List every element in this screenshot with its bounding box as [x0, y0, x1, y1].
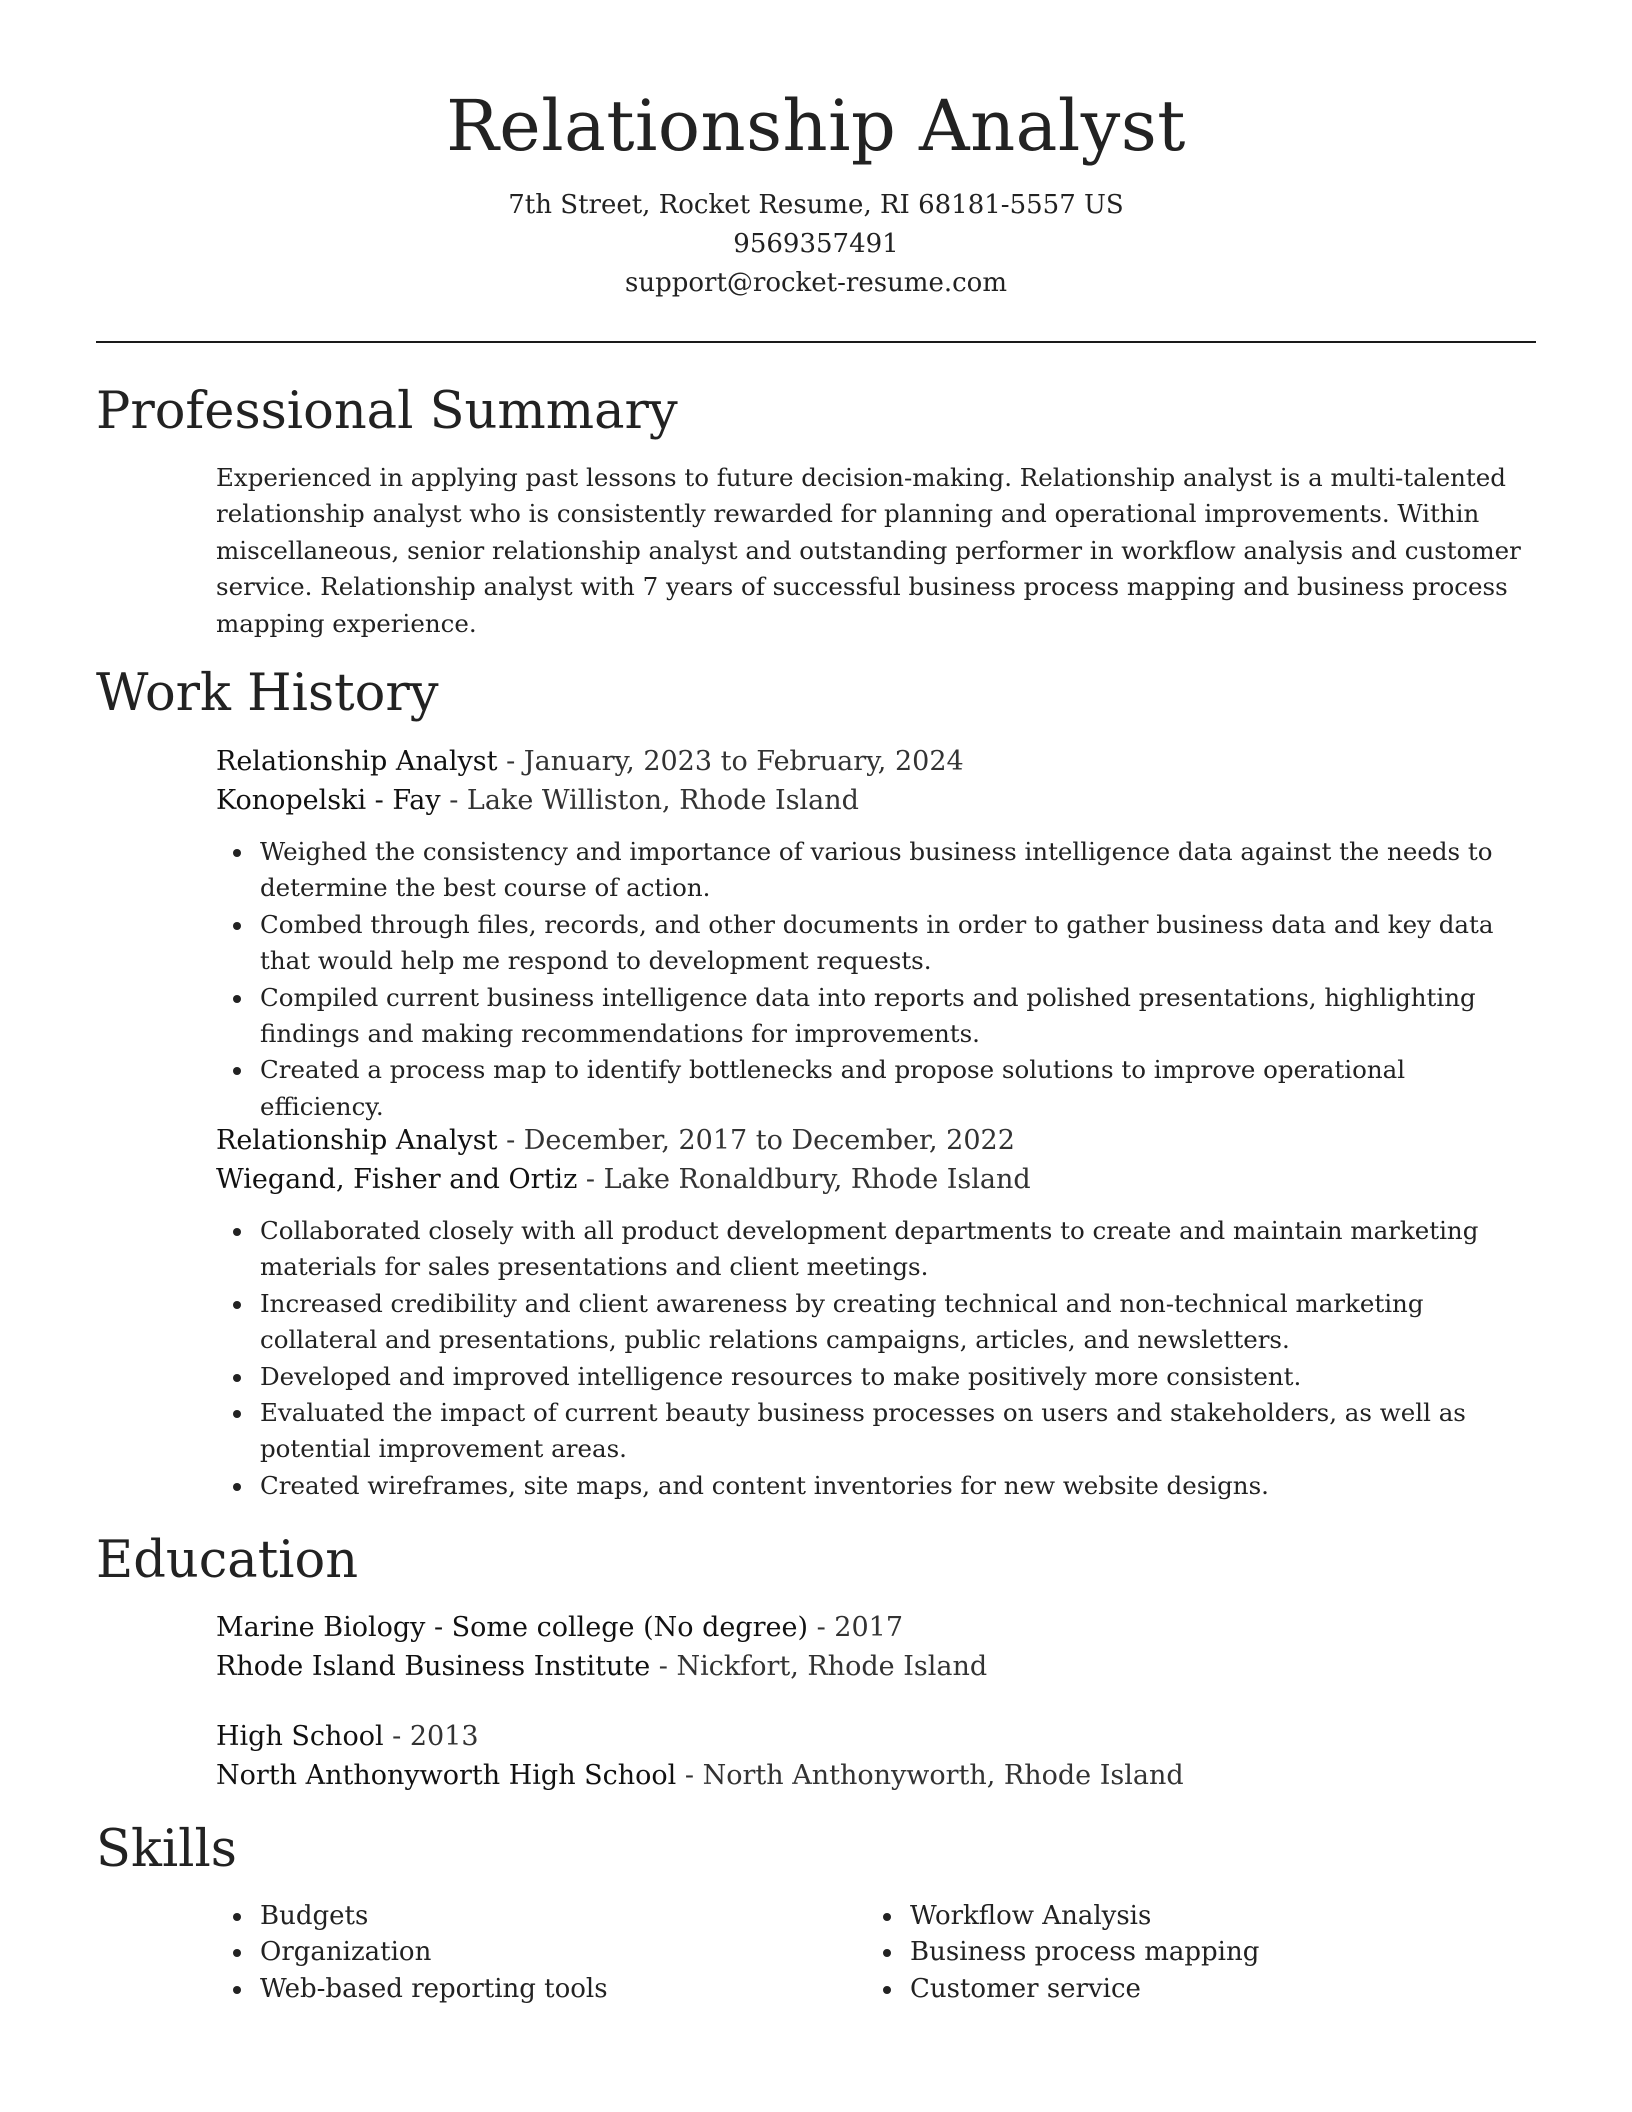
list-item: Combed through files, records, and other documents in order to gather business data and key data that would help me respond to development requests. [260, 907, 1536, 980]
summary-section [216, 460, 1536, 642]
contact-info [0, 186, 1632, 303]
education-school: North Anthonyworth High School [216, 1760, 677, 1791]
skills-bullets [216, 1898, 866, 2007]
candidate-name: Relationship Analyst [446, 85, 1186, 167]
list-item: Created wireframes, site maps, and content inventories for new website designs. [260, 1468, 1536, 1504]
job-bullets [216, 834, 1536, 1125]
job-entry [216, 742, 1536, 1125]
education-degree-line [216, 1608, 1536, 1647]
education-heading: Education [96, 1531, 359, 1590]
job-org-line [216, 781, 1536, 820]
list-item: Weighed the consistency and importance of various business intelligence data against the needs to determine the best course of action. [260, 834, 1536, 907]
skills-list [216, 1898, 1536, 2007]
address: 7th Street, Rocket Resume, RI 68181-5557 US [508, 190, 1124, 220]
list-item: Developed and improved intelligence resources to make positively more consistent. [260, 1359, 1536, 1395]
education-school: Rhode Island Business Institute [216, 1651, 651, 1682]
job-entry [216, 1121, 1536, 1504]
header-divider [96, 341, 1536, 343]
job-role: Relationship Analyst [216, 746, 498, 777]
education-degree-line [216, 1717, 1536, 1756]
education-year: - 2017 [808, 1612, 904, 1643]
education-school-line [216, 1647, 1536, 1686]
job-dates: - January, 2023 to February, 2024 [497, 746, 964, 777]
skills-heading: Skills [96, 1820, 237, 1879]
job-role: Relationship Analyst [216, 1125, 498, 1156]
education-year: - 2013 [383, 1721, 479, 1752]
job-title-line [216, 742, 1536, 781]
job-title-line [216, 1121, 1536, 1160]
job-company: Wiegand, Fisher and Ortiz [216, 1164, 578, 1195]
education-entry [216, 1717, 1536, 1795]
education-degree: Marine Biology - Some college (No degree) [216, 1612, 809, 1643]
work-history-heading: Work History [96, 664, 439, 723]
list-item: Collaborated closely with all product development departments to create and maintain marketing materials for sales presentations and client meetings. [260, 1213, 1536, 1286]
summary-heading: Professional Summary [96, 382, 678, 441]
skill-item: Budgets [260, 1898, 866, 1934]
resume-header [0, 80, 1632, 303]
skills-column-left [216, 1898, 866, 2007]
education-location: - Nickfort, Rhode Island [650, 1651, 988, 1682]
skills-bullets [866, 1898, 1516, 2007]
education-location: - North Anthonyworth, Rhode Island [676, 1760, 1184, 1791]
job-bullets [216, 1213, 1536, 1504]
skill-item: Web-based reporting tools [260, 1971, 866, 2007]
list-item: Evaluated the impact of current beauty business processes on users and stakeholders, as well as potential improvement areas. [260, 1395, 1536, 1468]
job-location: - Lake Ronaldbury, Rhode Island [577, 1164, 1031, 1195]
list-item: Increased credibility and client awareness by creating technical and non-technical marketing collateral and presentations, public relations campaigns, articles, and newsletters. [260, 1286, 1536, 1359]
education-entry [216, 1608, 1536, 1686]
email: support@rocket-resume.com [624, 268, 1007, 298]
job-company: Konopelski - Fay [216, 785, 441, 816]
summary-text: Experienced in applying past lessons to future decision-making. Relationship analyst is a multi-talented relationship analyst who is consistently rewarded for planning and operational improvements. Within miscellaneous, senior relationship analyst and outstanding performer in workflow analysis and customer service. Relationship analyst with 7 years of successful business process mapping and business process mapping experience. [216, 463, 1521, 638]
education-degree: High School [216, 1721, 384, 1752]
job-dates: - December, 2017 to December, 2022 [497, 1125, 1015, 1156]
skills-column-right [866, 1898, 1516, 2007]
job-org-line [216, 1160, 1536, 1199]
list-item: Created a process map to identify bottlenecks and propose solutions to improve operational efficiency. [260, 1052, 1536, 1125]
list-item: Compiled current business intelligence data into reports and polished presentations, highlighting findings and making recommendations for improvements. [260, 980, 1536, 1053]
skill-item: Customer service [910, 1971, 1516, 2007]
education-school-line [216, 1756, 1536, 1795]
phone: 9569357491 [733, 229, 899, 259]
skill-item: Business process mapping [910, 1934, 1516, 1970]
skill-item: Organization [260, 1934, 866, 1970]
job-location: - Lake Williston, Rhode Island [440, 785, 859, 816]
skill-item: Workflow Analysis [910, 1898, 1516, 1934]
